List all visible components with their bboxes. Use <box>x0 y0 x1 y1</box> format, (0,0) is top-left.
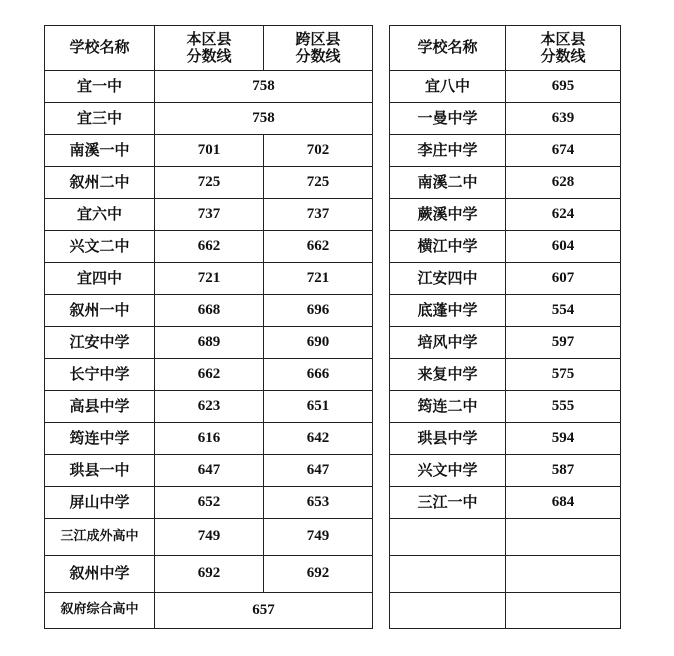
local-score: 662 <box>155 359 264 391</box>
school-name: 宜四中 <box>45 263 155 295</box>
cross-score: 749 <box>264 519 373 556</box>
merged-score: 758 <box>155 71 373 103</box>
table-row <box>45 556 373 593</box>
empty-row <box>390 556 621 593</box>
header-local-score: 本区县 分数线 <box>155 26 264 71</box>
local-score: 668 <box>155 295 264 327</box>
merged-score: 657 <box>155 593 373 629</box>
merged-score: 758 <box>155 103 373 135</box>
local-score: 662 <box>155 231 264 263</box>
table-row <box>45 167 373 199</box>
header-cross-score: 跨区县 分数线 <box>264 26 373 71</box>
table-row <box>390 103 621 135</box>
school-name: 叙府综合高中 <box>45 593 155 629</box>
local-score: 652 <box>155 487 264 519</box>
table-row <box>45 199 373 231</box>
cross-score: 666 <box>264 359 373 391</box>
table-row <box>45 231 373 263</box>
table-row <box>390 167 621 199</box>
table-row <box>390 391 621 423</box>
local-score: 594 <box>506 423 621 455</box>
school-name: 高县中学 <box>45 391 155 423</box>
empty-row <box>390 519 621 556</box>
cross-score: 721 <box>264 263 373 295</box>
cross-score: 690 <box>264 327 373 359</box>
table-row <box>390 199 621 231</box>
table-row <box>390 231 621 263</box>
table-row <box>45 593 373 629</box>
local-score: 689 <box>155 327 264 359</box>
table-row <box>45 359 373 391</box>
school-name: 宜八中 <box>390 71 506 103</box>
local-score: 604 <box>506 231 621 263</box>
local-score: 607 <box>506 263 621 295</box>
school-name: 宜六中 <box>45 199 155 231</box>
table-row <box>45 423 373 455</box>
school-name: 一曼中学 <box>390 103 506 135</box>
cross-score: 737 <box>264 199 373 231</box>
table-row <box>45 135 373 167</box>
cross-score: 692 <box>264 556 373 593</box>
table-row <box>390 455 621 487</box>
school-name: 江安中学 <box>45 327 155 359</box>
school-name: 南溪二中 <box>390 167 506 199</box>
local-score: 624 <box>506 199 621 231</box>
local-score: 692 <box>155 556 264 593</box>
local-score: 647 <box>155 455 264 487</box>
local-score: 721 <box>155 263 264 295</box>
local-score: 639 <box>506 103 621 135</box>
local-score: 616 <box>155 423 264 455</box>
right-header-row <box>390 26 621 71</box>
local-score: 587 <box>506 455 621 487</box>
table-row <box>45 455 373 487</box>
table-row <box>390 423 621 455</box>
local-score: 695 <box>506 71 621 103</box>
cross-score: 696 <box>264 295 373 327</box>
cross-score: 651 <box>264 391 373 423</box>
cross-score: 653 <box>264 487 373 519</box>
empty-cell <box>506 556 621 593</box>
table-row <box>45 391 373 423</box>
header-school-name: 学校名称 <box>45 26 155 71</box>
school-name: 三江成外高中 <box>45 519 155 556</box>
table-row <box>390 295 621 327</box>
local-score: 701 <box>155 135 264 167</box>
local-score: 684 <box>506 487 621 519</box>
table-row <box>390 71 621 103</box>
table-row <box>390 359 621 391</box>
table-row <box>45 263 373 295</box>
local-score: 725 <box>155 167 264 199</box>
cross-score: 662 <box>264 231 373 263</box>
local-score: 555 <box>506 391 621 423</box>
local-score: 623 <box>155 391 264 423</box>
left-score-table <box>44 25 373 629</box>
empty-cell <box>390 593 506 629</box>
table-row <box>45 327 373 359</box>
table-row <box>390 263 621 295</box>
school-name: 底蓬中学 <box>390 295 506 327</box>
right-score-table <box>389 25 621 629</box>
school-name: 叙州中学 <box>45 556 155 593</box>
table-row <box>45 487 373 519</box>
school-name: 南溪一中 <box>45 135 155 167</box>
school-name: 江安四中 <box>390 263 506 295</box>
table-row <box>390 135 621 167</box>
school-name: 长宁中学 <box>45 359 155 391</box>
school-name: 横江中学 <box>390 231 506 263</box>
table-row <box>390 487 621 519</box>
cross-score: 647 <box>264 455 373 487</box>
school-name: 宜一中 <box>45 71 155 103</box>
school-name: 筠连二中 <box>390 391 506 423</box>
empty-cell <box>506 593 621 629</box>
school-name: 珙县一中 <box>45 455 155 487</box>
school-name: 李庄中学 <box>390 135 506 167</box>
table-row <box>45 295 373 327</box>
local-score: 674 <box>506 135 621 167</box>
school-name: 蕨溪中学 <box>390 199 506 231</box>
empty-cell <box>390 519 506 556</box>
local-score: 575 <box>506 359 621 391</box>
school-name: 屏山中学 <box>45 487 155 519</box>
table-row <box>45 71 373 103</box>
empty-cell <box>506 519 621 556</box>
school-name: 三江一中 <box>390 487 506 519</box>
school-name: 兴文中学 <box>390 455 506 487</box>
school-name: 宜三中 <box>45 103 155 135</box>
school-name: 珙县中学 <box>390 423 506 455</box>
empty-cell <box>390 556 506 593</box>
school-name: 培风中学 <box>390 327 506 359</box>
local-score: 737 <box>155 199 264 231</box>
school-name: 叙州二中 <box>45 167 155 199</box>
local-score: 597 <box>506 327 621 359</box>
local-score: 749 <box>155 519 264 556</box>
table-row <box>390 327 621 359</box>
school-name: 兴文二中 <box>45 231 155 263</box>
school-name: 来复中学 <box>390 359 506 391</box>
cross-score: 642 <box>264 423 373 455</box>
header-local-score: 本区县 分数线 <box>506 26 621 71</box>
cross-score: 702 <box>264 135 373 167</box>
header-school-name: 学校名称 <box>390 26 506 71</box>
left-header-row <box>45 26 373 71</box>
empty-row <box>390 593 621 629</box>
table-row <box>45 103 373 135</box>
local-score: 554 <box>506 295 621 327</box>
local-score: 628 <box>506 167 621 199</box>
cross-score: 725 <box>264 167 373 199</box>
school-name: 叙州一中 <box>45 295 155 327</box>
table-row <box>45 519 373 556</box>
school-name: 筠连中学 <box>45 423 155 455</box>
